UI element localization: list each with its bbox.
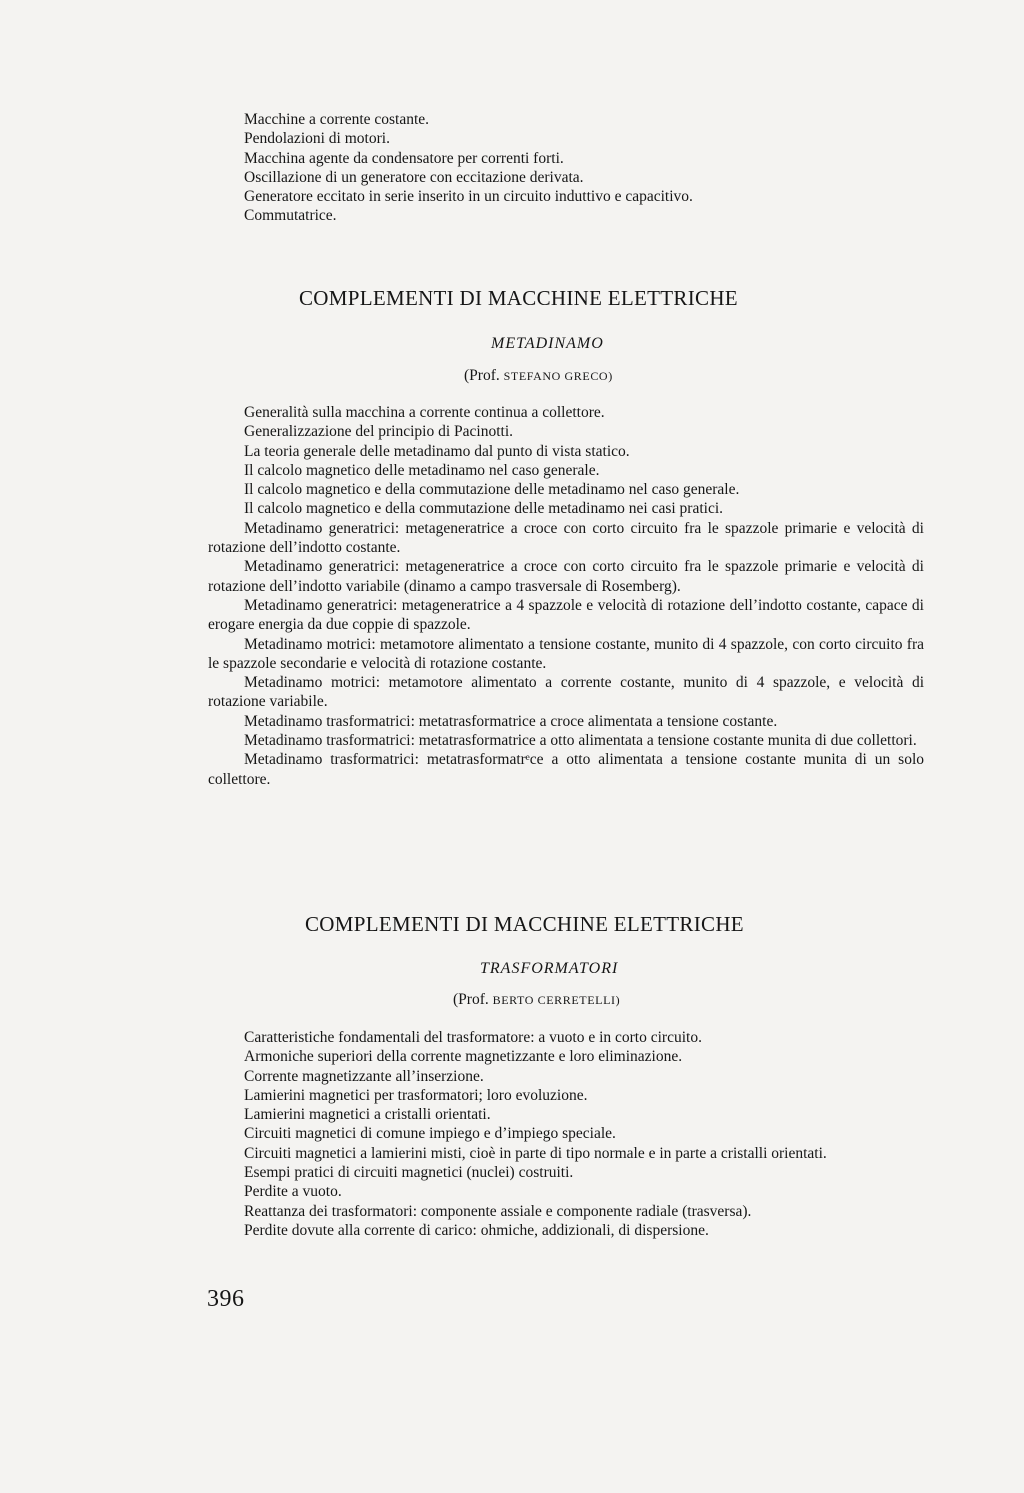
topic-paragraph: Circuiti magnetici di comune impiego e d’impiego speciale. [244, 1125, 616, 1143]
topic-paragraph: Il calcolo magnetico e della commutazione delle metadinamo nei casi pratici. [244, 500, 724, 518]
professor-credit [453, 991, 620, 1009]
list-item: Oscillazione di un generatore con eccitazione derivata. [244, 168, 584, 186]
section-heading: COMPLEMENTI DI MACCHINE ELETTRICHE [305, 912, 744, 936]
prof-prefix: (Prof. [464, 367, 500, 384]
topic-paragraph: Perdite dovute alla corrente di carico: ohmiche, addizionali, di dispersione. [244, 1221, 709, 1239]
topic-paragraph: Circuiti magnetici a lamierini misti, cioè in parte di tipo normale e in parte a cristalli orientati. [244, 1144, 827, 1162]
topic-paragraph: Metadinamo trasformatrici: metatrasformatrice a croce alimentata a tensione costante. [244, 712, 778, 730]
topic-paragraph: Metadinamo generatrici: metageneratrice a croce con corto circuito fra le spazzole primarie e velocità di rotazione dell’indotto costante. [208, 519, 924, 557]
topic-paragraph: Lamierini magnetici per trasformatori; loro evoluzione. [244, 1086, 588, 1104]
topic-paragraph: Generalità sulla macchina a corrente continua a collettore. [244, 404, 605, 421]
prof-name: BERTO CERRETELLI) [492, 993, 621, 1007]
topic-paragraph: Metadinamo motrici: metamotore alimentato a corrente costante, munito di 4 spazzole, e velocità di rotazione variabile. [208, 674, 924, 711]
topic-paragraph: Metadinamo generatrici: metageneratrice a 4 spazzole e velocità di rotazione dell’indotto costante, capace di erogare energia da due coppie di spazzole. [208, 596, 924, 634]
list-item: Commutatrice. [244, 207, 337, 225]
list-item: Macchina agente da condensatore per correnti forti. [244, 149, 564, 167]
section-topics [208, 1028, 928, 1240]
section-subtitle: METADINAMO [491, 335, 604, 352]
topic-paragraph: Generalizzazione del principio di Pacinotti. [244, 423, 513, 441]
professor-credit [464, 367, 613, 385]
section-topics [208, 403, 924, 789]
section-heading: COMPLEMENTI DI MACCHINE ELETTRICHE [299, 286, 738, 310]
topic-paragraph: Metadinamo motrici: metamotore alimentato a tensione costante, munito di 4 spazzole, con corto circuito fra le spazzole secondarie e velocità di rotazione costante. [208, 635, 924, 672]
prof-name: STEFANO GRECO) [503, 369, 613, 383]
topic-paragraph: Metadinamo generatrici: metageneratrice a croce con corto circuito fra le spazzole primarie e velocità di rotazione dell’indotto variabile (dinamo a campo trasversale di Rosemberg). [208, 558, 924, 595]
topic-paragraph: Il calcolo magnetico delle metadinamo nel caso generale. [244, 461, 600, 479]
list-item: Generatore eccitato in serie inserito in un circuito induttivo e capacitivo. [244, 188, 693, 206]
page-number: 396 [207, 1286, 245, 1312]
prof-prefix: (Prof. [453, 991, 489, 1008]
list-item: Macchine a corrente costante. [244, 111, 430, 128]
topic-paragraph: Reattanza dei trasformatori: componente assiale e componente radiale (trasversa). [244, 1202, 752, 1220]
topic-paragraph: Esempi pratici di circuiti magnetici (nuclei) costruiti. [244, 1164, 574, 1182]
section-subtitle: TRASFORMATORI [480, 960, 619, 977]
topic-paragraph: Il calcolo magnetico e della commutazione delle metadinamo nel caso generale. [244, 481, 740, 499]
topic-paragraph: La teoria generale delle metadinamo dal punto di vista statico. [244, 442, 630, 460]
topic-paragraph: Metadinamo trasformatrici: metatrasformatrᵉce a otto alimentata a tensione costante munita di un solo collettore. [208, 751, 924, 788]
topic-paragraph: Corrente magnetizzante all’inserzione. [244, 1067, 484, 1085]
topic-paragraph: Metadinamo trasformatrici: metatrasformatrice a otto alimentata a tensione costante munita di due collettori. [244, 732, 917, 750]
topic-paragraph: Perdite a vuoto. [244, 1183, 342, 1201]
topic-paragraph: Caratteristiche fondamentali del trasformatore: a vuoto e in corto circuito. [244, 1029, 702, 1046]
topic-list [244, 110, 944, 226]
topic-paragraph: Armoniche superiori della corrente magnetizzante e loro eliminazione. [244, 1048, 683, 1066]
topic-paragraph: Lamierini magnetici a cristalli orientati. [244, 1106, 491, 1124]
list-item: Pendolazioni di motori. [244, 130, 390, 148]
